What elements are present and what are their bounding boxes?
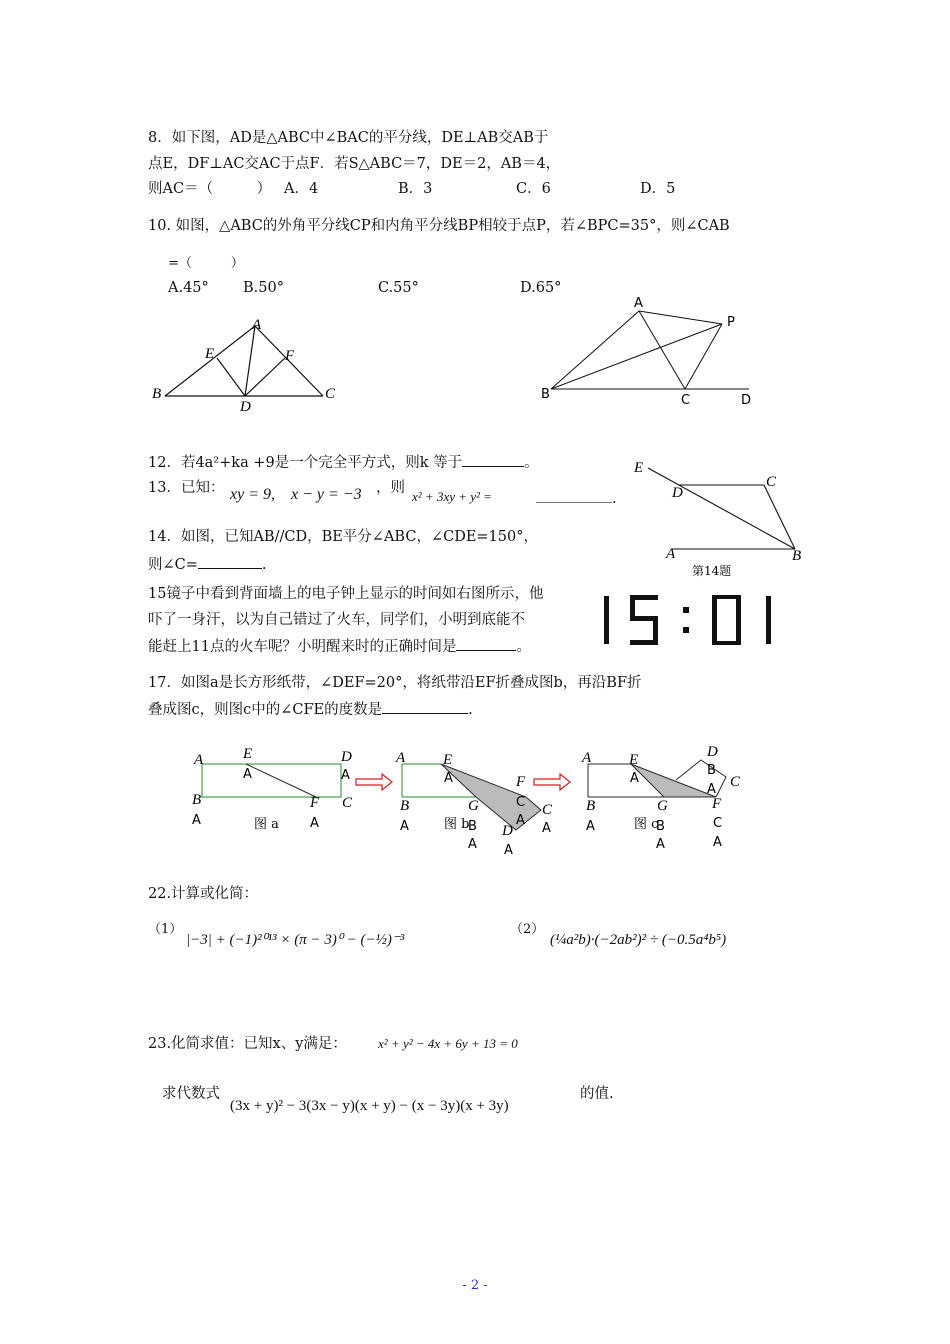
fig17c-ghost-a2: A bbox=[707, 782, 716, 797]
fig17a-ghost-a1: A bbox=[243, 767, 252, 782]
fig17a-label-f: F bbox=[310, 795, 320, 811]
fig8-label-f: F bbox=[285, 348, 295, 364]
fig10-label-c: C bbox=[681, 393, 691, 408]
fig17a-ghost-a3: A bbox=[192, 813, 201, 828]
q8-answer-prefix: 则AC＝（ ） bbox=[148, 181, 272, 197]
fig17b-label-c: C bbox=[542, 802, 553, 818]
fig14-label-c: C bbox=[766, 474, 777, 490]
q8-line3 bbox=[148, 179, 271, 199]
q12-text: 12．若4a²+ka +9是一个完全平方式，则k 等于 bbox=[148, 455, 463, 471]
fig17b-label-g: G bbox=[468, 798, 479, 814]
fig17c-label-d: D bbox=[707, 744, 718, 760]
fig17c-caption: 图 c bbox=[634, 817, 659, 832]
fig17-arrow-2 bbox=[534, 774, 570, 790]
fig10-label-d: D bbox=[741, 393, 752, 408]
q14-text: 则∠C= bbox=[148, 557, 198, 573]
fig17b-label-d: D bbox=[502, 823, 513, 839]
fig8-label-c: C bbox=[325, 386, 336, 402]
fig8-label-a: A bbox=[252, 317, 262, 333]
fig10-label-b: B bbox=[541, 387, 550, 402]
q12-end: 。 bbox=[524, 455, 539, 471]
fig17-arrow-1 bbox=[356, 774, 392, 790]
fig8-label-b: B bbox=[152, 386, 162, 402]
fig17b-caption: 图 b bbox=[444, 817, 470, 832]
fig17b-ghost-a5: A bbox=[504, 843, 513, 858]
q13-answer bbox=[536, 488, 617, 509]
q14-line2 bbox=[148, 554, 267, 575]
fig17a-label-a: A bbox=[194, 752, 204, 768]
fig17b-ghost-a2: A bbox=[516, 813, 525, 828]
fig17a-label-b: B bbox=[192, 792, 202, 808]
q8-option-d: D．5 bbox=[640, 181, 676, 197]
q22-part1-label: （1） bbox=[148, 922, 183, 937]
q17-figure bbox=[186, 740, 756, 860]
fig14-label-b: B bbox=[792, 548, 802, 564]
q10-line1: 10. 如图，△ABC的外角平分线CP和内角平分线BP相较于点P，若∠BPC=35°，则∠CAB bbox=[148, 218, 730, 234]
fig17b-ghost-c: C bbox=[516, 795, 526, 810]
fig8-label-e: E bbox=[205, 346, 215, 362]
fig17c-label-b: B bbox=[586, 798, 596, 814]
fig17c-ghost-a4: A bbox=[586, 819, 595, 834]
fig17a-label-e: E bbox=[243, 746, 253, 762]
fig17c-ghost-a1: A bbox=[630, 771, 639, 786]
q17-text: 叠成图c，则图c中的∠CFE的度数是 bbox=[148, 702, 383, 718]
fig17c-label-a: A bbox=[582, 750, 592, 766]
fig14-label-d: D bbox=[672, 485, 683, 501]
q13-end: . bbox=[612, 491, 617, 507]
fig17c-ghost-b: B bbox=[707, 763, 716, 778]
q13-blank bbox=[536, 488, 612, 503]
q15-text: 能赶上11点的火车呢？小明醒来时的正确时间是 bbox=[148, 639, 457, 655]
fig17b-ghost-b: B bbox=[468, 819, 477, 834]
q23-condition: x² + y² − 4x + 6y + 13 = 0 bbox=[378, 1036, 518, 1051]
q10-option-a: A.45° bbox=[168, 280, 209, 296]
fig17c-ghost-c: C bbox=[713, 816, 723, 831]
fig17c-label-e: E bbox=[629, 752, 639, 768]
fig17b-ghost-a6: A bbox=[468, 837, 477, 852]
fig14-caption: 第14题 bbox=[692, 564, 732, 578]
q8-line2: 点E，DF⊥AC交AC于点F．若S△ABC＝7，DE＝2，AB＝4， bbox=[148, 156, 561, 172]
q14-end: . bbox=[261, 557, 267, 573]
q17-blank bbox=[382, 699, 468, 714]
fig17a-ghost-a4: A bbox=[310, 816, 319, 831]
q22-title: 22.计算或化简： bbox=[148, 886, 259, 902]
fig17b-label-a: A bbox=[396, 750, 406, 766]
q8-option-b: B．3 bbox=[398, 181, 433, 197]
fig17c-ghost-b2: B bbox=[656, 819, 665, 834]
fig14-label-e: E bbox=[634, 460, 644, 476]
q13-prefix: 13．已知： bbox=[148, 480, 225, 496]
q10-line2: =（ ） bbox=[168, 256, 244, 271]
fig8-label-d: D bbox=[240, 399, 251, 414]
fig17b-label-b: B bbox=[400, 798, 410, 814]
q15-line3 bbox=[148, 636, 531, 657]
q17-line2 bbox=[148, 699, 473, 720]
fig10-label-p: P bbox=[727, 315, 735, 330]
fig17a-caption: 图 a bbox=[254, 817, 279, 832]
q23-line2-prefix: 求代数式 bbox=[162, 1086, 220, 1102]
q15-end: 。 bbox=[516, 639, 531, 655]
fig17b-ghost-a1: A bbox=[444, 771, 453, 786]
q22-part2-expression: (¼a²b)·(−2ab²)² ÷ (−0.5a⁴b⁵) bbox=[550, 932, 727, 948]
fig14-label-a: A bbox=[666, 546, 676, 562]
q22-part1-expression: |−3| + (−1)²⁰¹³ × (π − 3)⁰ − (−½)⁻³ bbox=[186, 932, 405, 948]
fig17c-ghost-a3: A bbox=[713, 835, 722, 850]
page-number: - 2 - bbox=[462, 1278, 488, 1293]
q17-end: . bbox=[468, 702, 473, 718]
q10-option-d: D.65° bbox=[520, 280, 562, 296]
q10-option-c: C.55° bbox=[378, 280, 419, 296]
q23-expression: (3x + y)² − 3(3x − y)(x + y) − (x − 3y)(x + 3y) bbox=[230, 1098, 509, 1114]
q15-line2: 吓了一身汗，以为自己错过了火车，同学们，小明到底能不 bbox=[148, 612, 525, 628]
q14-line1: 14．如图，已知AB//CD，BE平分∠ABC，∠CDE=150°， bbox=[148, 529, 538, 545]
q8-figure bbox=[145, 312, 345, 414]
fig17b-label-f: F bbox=[516, 774, 526, 790]
q10-option-b: B.50° bbox=[243, 280, 284, 296]
fig17c-label-f: F bbox=[712, 796, 722, 812]
q13-condition: xy = 9, x − y = −3 bbox=[230, 486, 362, 503]
fig17c-ghost-a5: A bbox=[656, 837, 665, 852]
q15-line1: 15镜子中看到背面墙上的电子钟上显示的时间如右图所示，他 bbox=[148, 586, 544, 602]
fig17b-ghost-a3: A bbox=[542, 821, 551, 836]
fig17a-label-c: C bbox=[342, 795, 353, 811]
q12-blank bbox=[462, 452, 524, 467]
q12-line bbox=[148, 452, 539, 473]
q17-line1: 17．如图a是长方形纸带，∠DEF=20°，将纸带沿EF折叠成图b，再沿BF折 bbox=[148, 675, 642, 691]
q8-option-a: A．4 bbox=[284, 181, 319, 197]
q23-title: 23.化简求值：已知x、y满足： bbox=[148, 1036, 347, 1052]
q14-blank bbox=[198, 554, 262, 569]
fig17c-label-c: C bbox=[730, 774, 741, 790]
fig17b-ghost-a4: A bbox=[400, 819, 409, 834]
q22-part2-label: （2） bbox=[510, 922, 545, 937]
fig10-label-a: A bbox=[634, 296, 643, 311]
fig17c-label-g: G bbox=[657, 798, 668, 814]
q15-digital-clock bbox=[600, 590, 790, 650]
q13-expression: x² + 3xy + y² = bbox=[412, 489, 492, 504]
q8-line1: 8．如下图，AD是△ABC中∠BAC的平分线，DE⊥AB交AB于 bbox=[148, 130, 549, 146]
fig17a-label-d: D bbox=[341, 749, 352, 765]
q15-blank bbox=[456, 636, 516, 651]
fig17b-label-e: E bbox=[443, 752, 453, 768]
q13-mid: ，则 bbox=[376, 480, 405, 496]
fig17a-ghost-a2: A bbox=[341, 768, 350, 783]
q10-figure bbox=[535, 292, 765, 410]
q14-figure bbox=[628, 456, 818, 580]
q23-line2-end: 的值. bbox=[580, 1086, 614, 1102]
q8-option-c: C．6 bbox=[516, 181, 551, 197]
